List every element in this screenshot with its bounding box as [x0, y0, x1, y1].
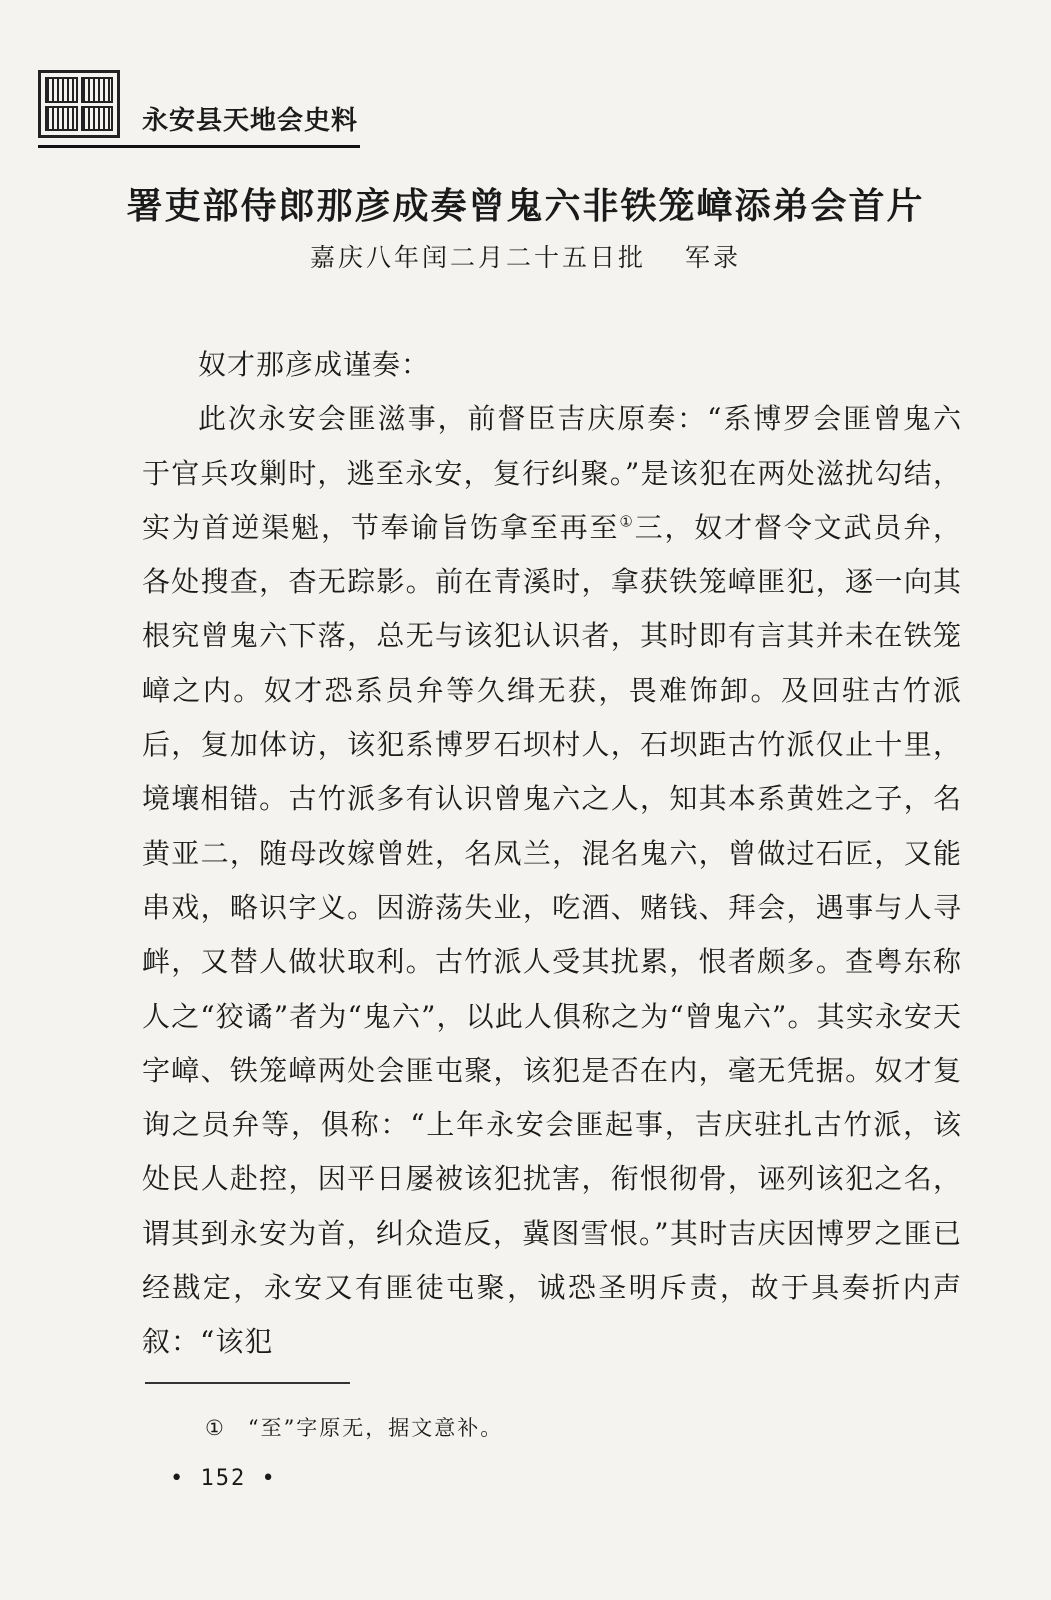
- footnote-text: “至”字原无，据文意补。: [247, 1416, 504, 1440]
- header-rule: [38, 145, 360, 148]
- page-number: • 152 •: [170, 1466, 277, 1491]
- body-paragraph: [142, 392, 962, 1369]
- salutation: 奴才那彦成谨奏：: [198, 348, 431, 381]
- document-body: [142, 338, 962, 1370]
- running-header-title: 永安县天地会史料: [142, 106, 359, 136]
- paragraph-text-part1: 此次永安会匪滋事，前督臣吉庆原奏：“系博罗会匪曾鬼六于官兵攻剿时，逃至永安，复行纠聚。”是该犯在两处滋扰勾结，实为首逆渠魁，节奉谕旨饬拿至再至: [142, 402, 962, 544]
- seal-logo-icon: [38, 70, 120, 138]
- footnote-reference[interactable]: ①: [619, 512, 635, 531]
- document-title: 署吏部侍郎那彦成奏曾鬼六非铁笼嶂添弟会首片: [126, 185, 925, 227]
- footnote-mark: ①: [205, 1416, 226, 1440]
- footnote-rule: [145, 1382, 350, 1384]
- paragraph-text-part2: 三，奴才督令文武员弁，各处搜查，杳无踪影。前在青溪时，拿获铁笼嶂匪犯，逐一向其根究曾鬼六下落，总无与该犯认识者，其时即有言其并未在铁笼嶂之内。奴才恐系员弁等久缉无获，畏难饰卸。及回驻古竹派后，复加体访，该犯系博罗石坝村人，石坝距古竹派仅止十里，境壤相错。古竹派多有认识曾鬼六之人，知其本系黄姓之子，名黄亚二，随母改嫁曾姓，名凤兰，混名鬼六，曾做过石匠，又能串戏，略识字义。因游荡失业，吃酒、赌钱、拜会，遇事与人寻衅，又替人做状取利。古竹派人受其扰累，恨者颇多。查粤东称人之“狡谲”者为“鬼六”，以此人俱称之为“曾鬼六”。其实永安天字嶂、铁笼嶂两处会匪屯聚，该犯是否在内，毫无凭据。奴才复询之员弁等，俱称：“上年永安会匪起事，吉庆驻扎古竹派，该处民人赴控，因平日屡被该犯扰害，衔恨彻骨，诬列该犯之名，谓其到永安为首，纠众造反，冀图雪恨。”其时吉庆因博罗之匪已经戡定，永安又有匪徒屯聚，诚恐圣明斥责，故于具奏折内声叙：“该犯: [142, 510, 962, 1359]
- footnote: [205, 1412, 503, 1442]
- document-subtitle: 嘉庆八年闰二月二十五日批 军录: [310, 243, 741, 272]
